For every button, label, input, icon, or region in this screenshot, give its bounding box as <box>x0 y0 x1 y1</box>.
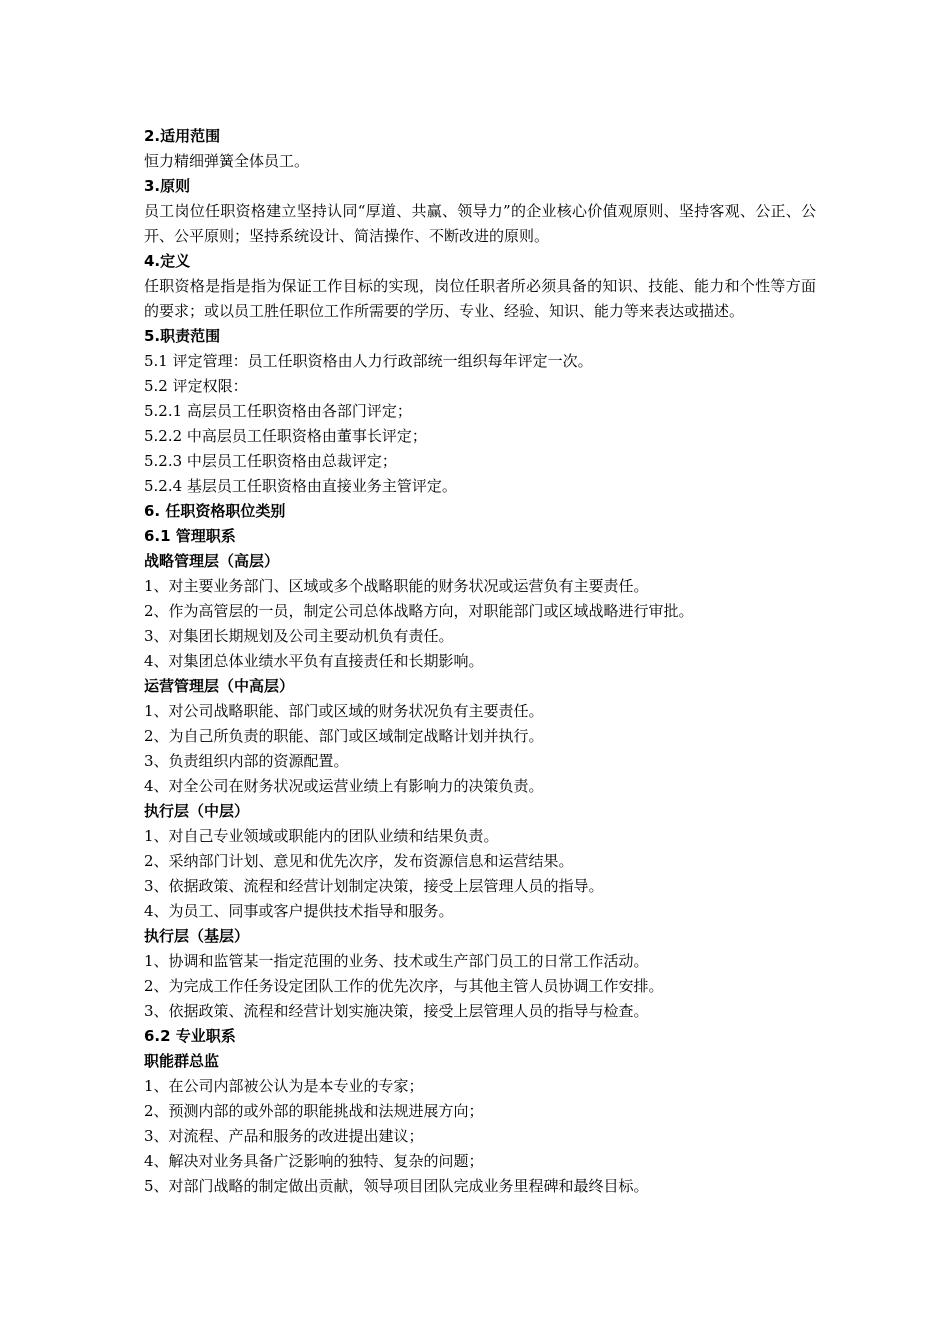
list-item: 1、对自己专业领域或职能内的团队业绩和结果负责。 <box>144 827 499 845</box>
list-item: 1、对公司战略职能、部门或区域的财务状况负有主要责任。 <box>144 702 544 720</box>
list-item: 2、为自己所负责的职能、部门或区域制定战略计划并执行。 <box>144 727 544 745</box>
responsibility-item: 5.2.4 基层员工任职资格由直接业务主管评定。 <box>144 477 457 495</box>
list-item: 4、对集团总体业绩水平负有直接责任和长期影响。 <box>144 652 484 670</box>
section-heading-definition: 4.定义 <box>144 252 191 270</box>
list-item: 3、依据政策、流程和经营计划制定决策，接受上层管理人员的指导。 <box>144 877 604 895</box>
section-heading-responsibilities: 5.职责范围 <box>144 327 221 345</box>
list-item: 3、对流程、产品和服务的改进提出建议； <box>144 1127 424 1145</box>
scope-text: 恒力精细弹簧全体员工。 <box>144 152 310 170</box>
list-item: 2、预测内部的或外部的职能挑战和法规进展方向； <box>144 1102 484 1120</box>
level-heading-director: 职能群总监 <box>144 1052 220 1070</box>
list-item: 4、为员工、同事或客户提供技术指导和服务。 <box>144 902 454 920</box>
list-item: 5、对部门战略的制定做出贡献，领导项目团队完成业务里程碑和最终目标。 <box>144 1177 649 1195</box>
list-item: 1、在公司内部被公认为是本专业的专家； <box>144 1077 424 1095</box>
responsibility-item: 5.2.2 中高层员工任职资格由董事长评定； <box>144 427 427 445</box>
section-heading-principles: 3.原则 <box>144 177 191 195</box>
list-item: 4、解决对业务具备广泛影响的独特、复杂的问题； <box>144 1152 484 1170</box>
principles-text: 员工岗位任职资格建立坚持认同“厚道、共赢、领导力”的企业核心价值观原则、坚持客观、公正、公开、公平原则；坚持系统设计、简洁操作、不断改进的原则。 <box>144 202 816 245</box>
list-item: 1、对主要业务部门、区域或多个战略职能的财务状况或运营负有主要责任。 <box>144 577 649 595</box>
level-heading-execution-mid: 执行层（中层） <box>144 802 250 820</box>
level-heading-strategic: 战略管理层（高层） <box>144 552 280 570</box>
list-item: 2、为完成工作任务设定团队工作的优先次序，与其他主管人员协调工作安排。 <box>144 977 664 995</box>
section-heading-scope: 2.适用范围 <box>144 127 221 145</box>
list-item: 3、对集团长期规划及公司主要动机负有责任。 <box>144 627 454 645</box>
list-item: 2、作为高管层的一员，制定公司总体战略方向，对职能部门或区域战略进行审批。 <box>144 602 694 620</box>
document-body <box>144 124 816 1199</box>
responsibility-item: 5.2 评定权限： <box>144 377 248 395</box>
responsibility-item: 5.1 评定管理：员工任职资格由人力行政部统一组织每年评定一次。 <box>144 352 593 370</box>
list-item: 2、采纳部门计划、意见和优先次序，发布资源信息和运营结果。 <box>144 852 574 870</box>
responsibility-item: 5.2.3 中层员工任职资格由总裁评定； <box>144 452 397 470</box>
responsibility-item: 5.2.1 高层员工任职资格由各部门评定； <box>144 402 412 420</box>
subsection-heading-professional: 6.2 专业职系 <box>144 1027 236 1045</box>
list-item: 3、依据政策、流程和经营计划实施决策，接受上层管理人员的指导与检查。 <box>144 1002 649 1020</box>
list-item: 3、负责组织内部的资源配置。 <box>144 752 349 770</box>
subsection-heading-management: 6.1 管理职系 <box>144 527 236 545</box>
list-item: 1、协调和监管某一指定范围的业务、技术或生产部门员工的日常工作活动。 <box>144 952 649 970</box>
level-heading-execution-base: 执行层（基层） <box>144 927 250 945</box>
list-item: 4、对全公司在财务状况或运营业绩上有影响力的决策负责。 <box>144 777 544 795</box>
definition-text: 任职资格是指是指为保证工作目标的实现，岗位任职者所必须具备的知识、技能、能力和个性等方面的要求；或以员工胜任职位工作所需要的学历、专业、经验、知识、能力等来表达或描述。 <box>144 277 816 320</box>
level-heading-operations: 运营管理层（中高层） <box>144 677 295 695</box>
section-heading-categories: 6. 任职资格职位类别 <box>144 502 286 520</box>
